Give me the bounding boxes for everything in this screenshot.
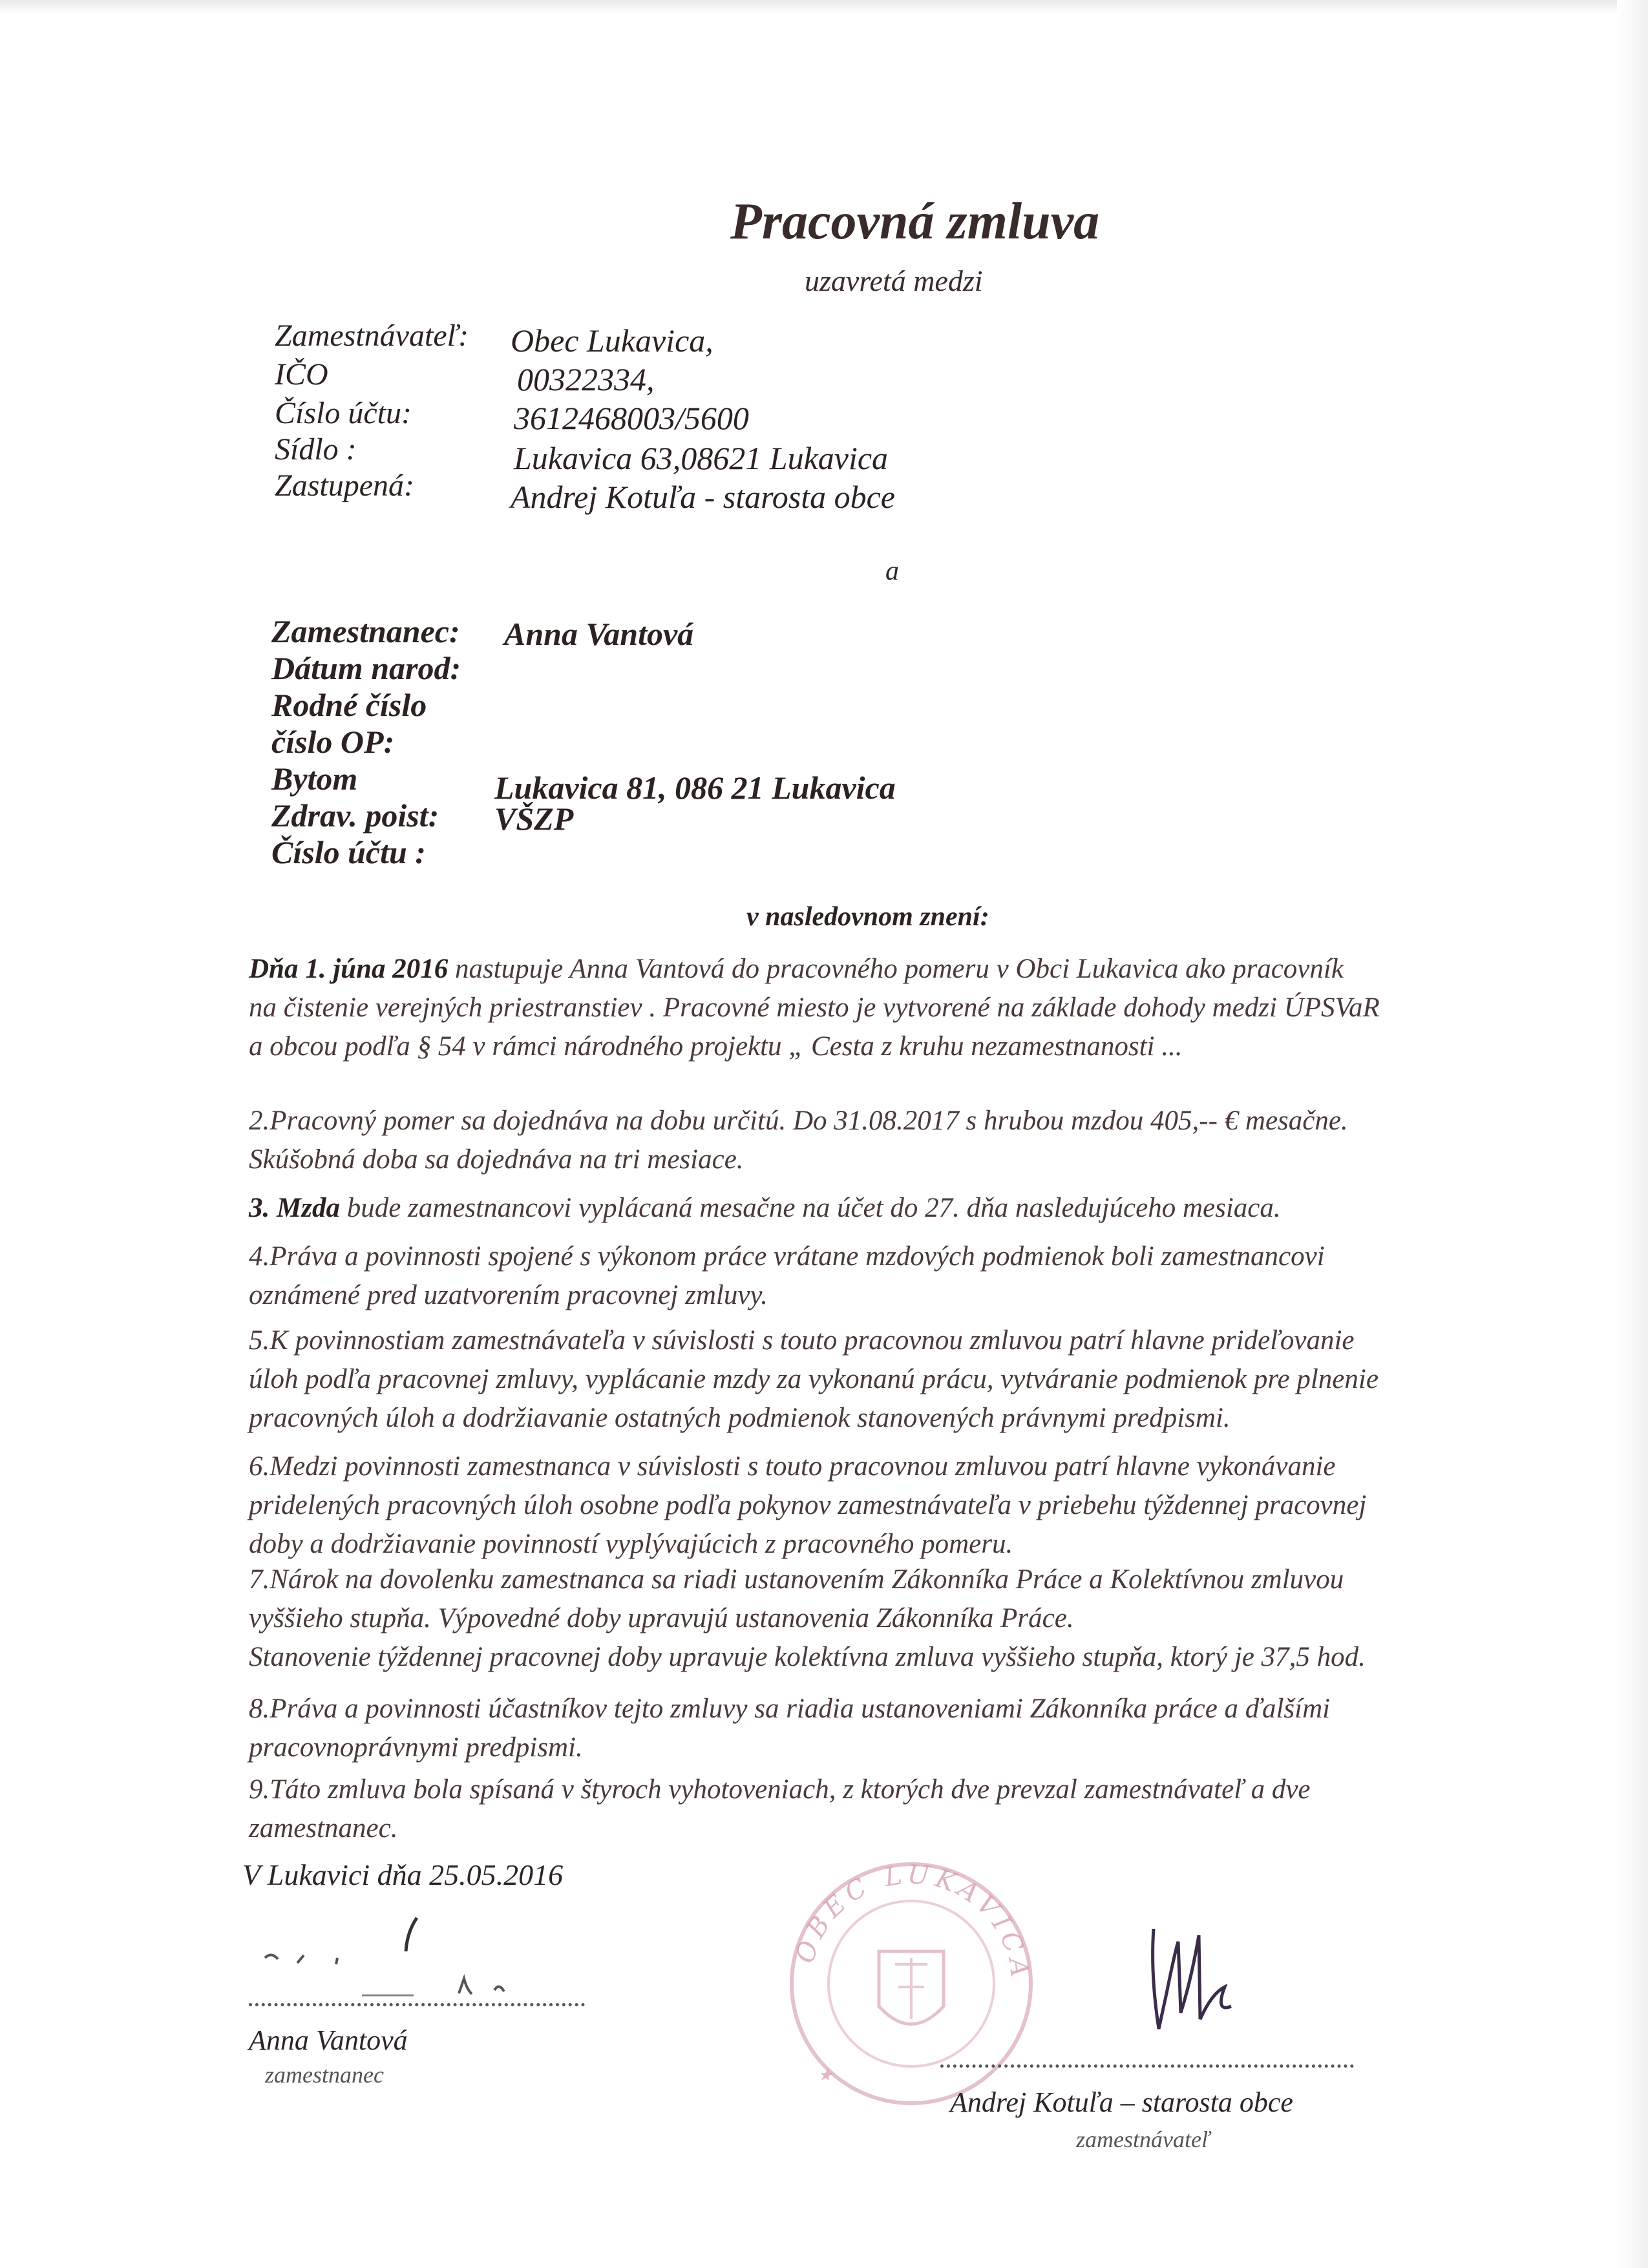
document-title: Pracovná zmluva bbox=[730, 193, 1100, 250]
birth-number-label: Rodné číslo bbox=[271, 687, 427, 723]
paragraph-line: pracovných úloh a dodržiavanie ostatných podmienok stanovených právnymi predpismi. bbox=[249, 1403, 1231, 1433]
insurance-value: VŠZP bbox=[494, 801, 574, 837]
official-stamp bbox=[772, 1848, 1050, 2106]
paragraph-5 bbox=[249, 1321, 1483, 1438]
connector-a: a bbox=[885, 556, 899, 586]
ico-label: IČO bbox=[275, 357, 328, 392]
employer-label: Zamestnávateľ: bbox=[275, 319, 469, 353]
paragraph-line: oznámené pred uzatvorením pracovnej zmluvy. bbox=[249, 1280, 768, 1310]
paragraph-line: pridelených pracovných úloh osobne podľa pokynov zamestnávateľa v priebehu týždennej pracovnej bbox=[249, 1490, 1367, 1520]
insurance-label: Zdrav. poist: bbox=[271, 797, 439, 834]
paragraph-line: nastupuje Anna Vantová do pracovného pomeru v Obci Lukavica ako pracovník bbox=[448, 954, 1344, 984]
employer-account-value: 3612468003/5600 bbox=[514, 400, 749, 436]
employer-signature-line bbox=[940, 2064, 1354, 2068]
birth-date-label: Dátum narod: bbox=[271, 650, 461, 686]
employee-signature-line bbox=[249, 2003, 585, 2006]
paragraph-9 bbox=[249, 1770, 1483, 1848]
paragraph-line: doby a dodržiavanie povinností vyplývajúcich z pracovného pomeru. bbox=[249, 1529, 1013, 1559]
paragraph-3 bbox=[249, 1189, 1483, 1228]
employee-account-label: Číslo účtu : bbox=[271, 834, 426, 870]
paragraph-line: zamestnanec. bbox=[249, 1813, 398, 1843]
ico-value: 00322334, bbox=[517, 361, 655, 397]
svg-text:★: ★ bbox=[818, 2066, 833, 2084]
employee-signature-name: Anna Vantová bbox=[249, 2024, 408, 2056]
document-subtitle: uzavretá medzi bbox=[805, 264, 983, 297]
stamp-text: OBEC LUKAVICA bbox=[790, 1859, 1035, 1984]
paragraph-line: Stanovenie týždennej pracovnej doby upravuje kolektívna zmluva vyššieho stupňa, ktorý je 37,5 hod. bbox=[249, 1642, 1366, 1672]
residence-value: Lukavica 81, 086 21 Lukavica bbox=[494, 770, 896, 806]
employee-label: Zamestnanec: bbox=[271, 613, 460, 649]
paragraph-line: bude zamestnancovi vyplácaná mesačne na účet do 27. dňa nasledujúceho mesiaca. bbox=[339, 1193, 1281, 1223]
employer-value: Obec Lukavica, bbox=[511, 322, 713, 359]
paragraph-line: na čistenie verejných priestranstiev . Pracovné miesto je vytvorené na základe dohody medzi ÚPSVaR bbox=[249, 992, 1380, 1023]
paragraph-1 bbox=[249, 950, 1483, 1066]
employer-account-label: Číslo účtu: bbox=[275, 396, 412, 430]
paragraph-line: 7.Nárok na dovolenku zamestnanca sa riadi ustanovením Zákonníka Práce a Kolektívnou zmluvou bbox=[249, 1564, 1344, 1595]
paragraph-line: a obcou podľa § 54 v rámci národného projektu „ Cesta z kruhu nezamestnanosti ... bbox=[249, 1031, 1183, 1062]
paragraph-line: 5.K povinnostiam zamestnávateľa v súvislosti s touto pracovnou zmluvou patrí hlavne prideľovanie bbox=[249, 1325, 1355, 1356]
paragraph-2 bbox=[249, 1102, 1483, 1179]
employer-signature-name: Andrej Kotuľa – starosta obce bbox=[950, 2086, 1293, 2118]
place-date: V Lukavici dňa 25.05.2016 bbox=[242, 1858, 564, 1891]
paragraph-3-lead: 3. Mzda bbox=[249, 1193, 340, 1223]
seat-value: Lukavica 63,08621 Lukavica bbox=[514, 440, 889, 476]
paragraph-line: vyššieho stupňa. Výpovedné doby upravujú ustanovenia Zákonníka Práce. bbox=[249, 1603, 1074, 1633]
paragraph-line: 6.Medzi povinnosti zamestnanca v súvislosti s touto pracovnou zmluvou patrí hlavne vykonávanie bbox=[249, 1451, 1336, 1482]
paragraph-7 bbox=[249, 1560, 1483, 1677]
scan-edge-right bbox=[1617, 0, 1648, 2268]
paragraph-line: 4.Práva a povinnosti spojené s výkonom práce vrátane mzdových podmienok boli zamestnancovi bbox=[249, 1241, 1325, 1272]
employee-signature-role: zamestnanec bbox=[265, 2062, 384, 2088]
paragraph-4 bbox=[249, 1237, 1483, 1315]
paragraph-6 bbox=[249, 1447, 1483, 1564]
paragraph-line: 9.Táto zmluva bola spísaná v štyroch vyhotoveniach, z ktorých dve prevzal zamestnávateľ a dve bbox=[249, 1774, 1311, 1805]
paragraph-line: 8.Práva a povinnosti účastníkov tejto zmluvy sa riadia ustanoveniami Zákonníka práce a ďalšími bbox=[249, 1694, 1331, 1724]
paragraph-line: 2.Pracovný pomer sa dojednáva na dobu určitú. Do 31.08.2017 s hrubou mzdou 405,-- € mesačne. bbox=[249, 1106, 1348, 1136]
represented-label: Zastupená: bbox=[275, 468, 414, 503]
paragraph-1-lead: Dňa 1. júna 2016 bbox=[249, 954, 449, 984]
paragraph-line: Skúšobná doba sa dojednáva na tri mesiace. bbox=[249, 1144, 744, 1175]
seat-label: Sídlo : bbox=[275, 432, 357, 467]
paragraph-line: úloh podľa pracovnej zmluvy, vyplácanie mzdy za vykonanú prácu, vytváranie podmienok pre plnenie bbox=[249, 1364, 1379, 1394]
employer-signature-role: zamestnávateľ bbox=[1076, 2126, 1210, 2152]
employer-signature bbox=[1141, 1916, 1251, 2045]
represented-value: Andrej Kotuľa - starosta obce bbox=[511, 479, 895, 515]
employee-signature bbox=[259, 1913, 556, 2010]
residence-label: Bytom bbox=[271, 761, 358, 797]
paragraph-8 bbox=[249, 1690, 1483, 1767]
id-card-label: číslo OP: bbox=[271, 724, 395, 760]
scan-edge bbox=[0, 0, 1648, 14]
employee-value: Anna Vantová bbox=[504, 616, 694, 652]
paragraph-line: pracovnoprávnymi predpismi. bbox=[249, 1732, 583, 1763]
intro-text: v nasledovnom znení: bbox=[746, 902, 989, 932]
